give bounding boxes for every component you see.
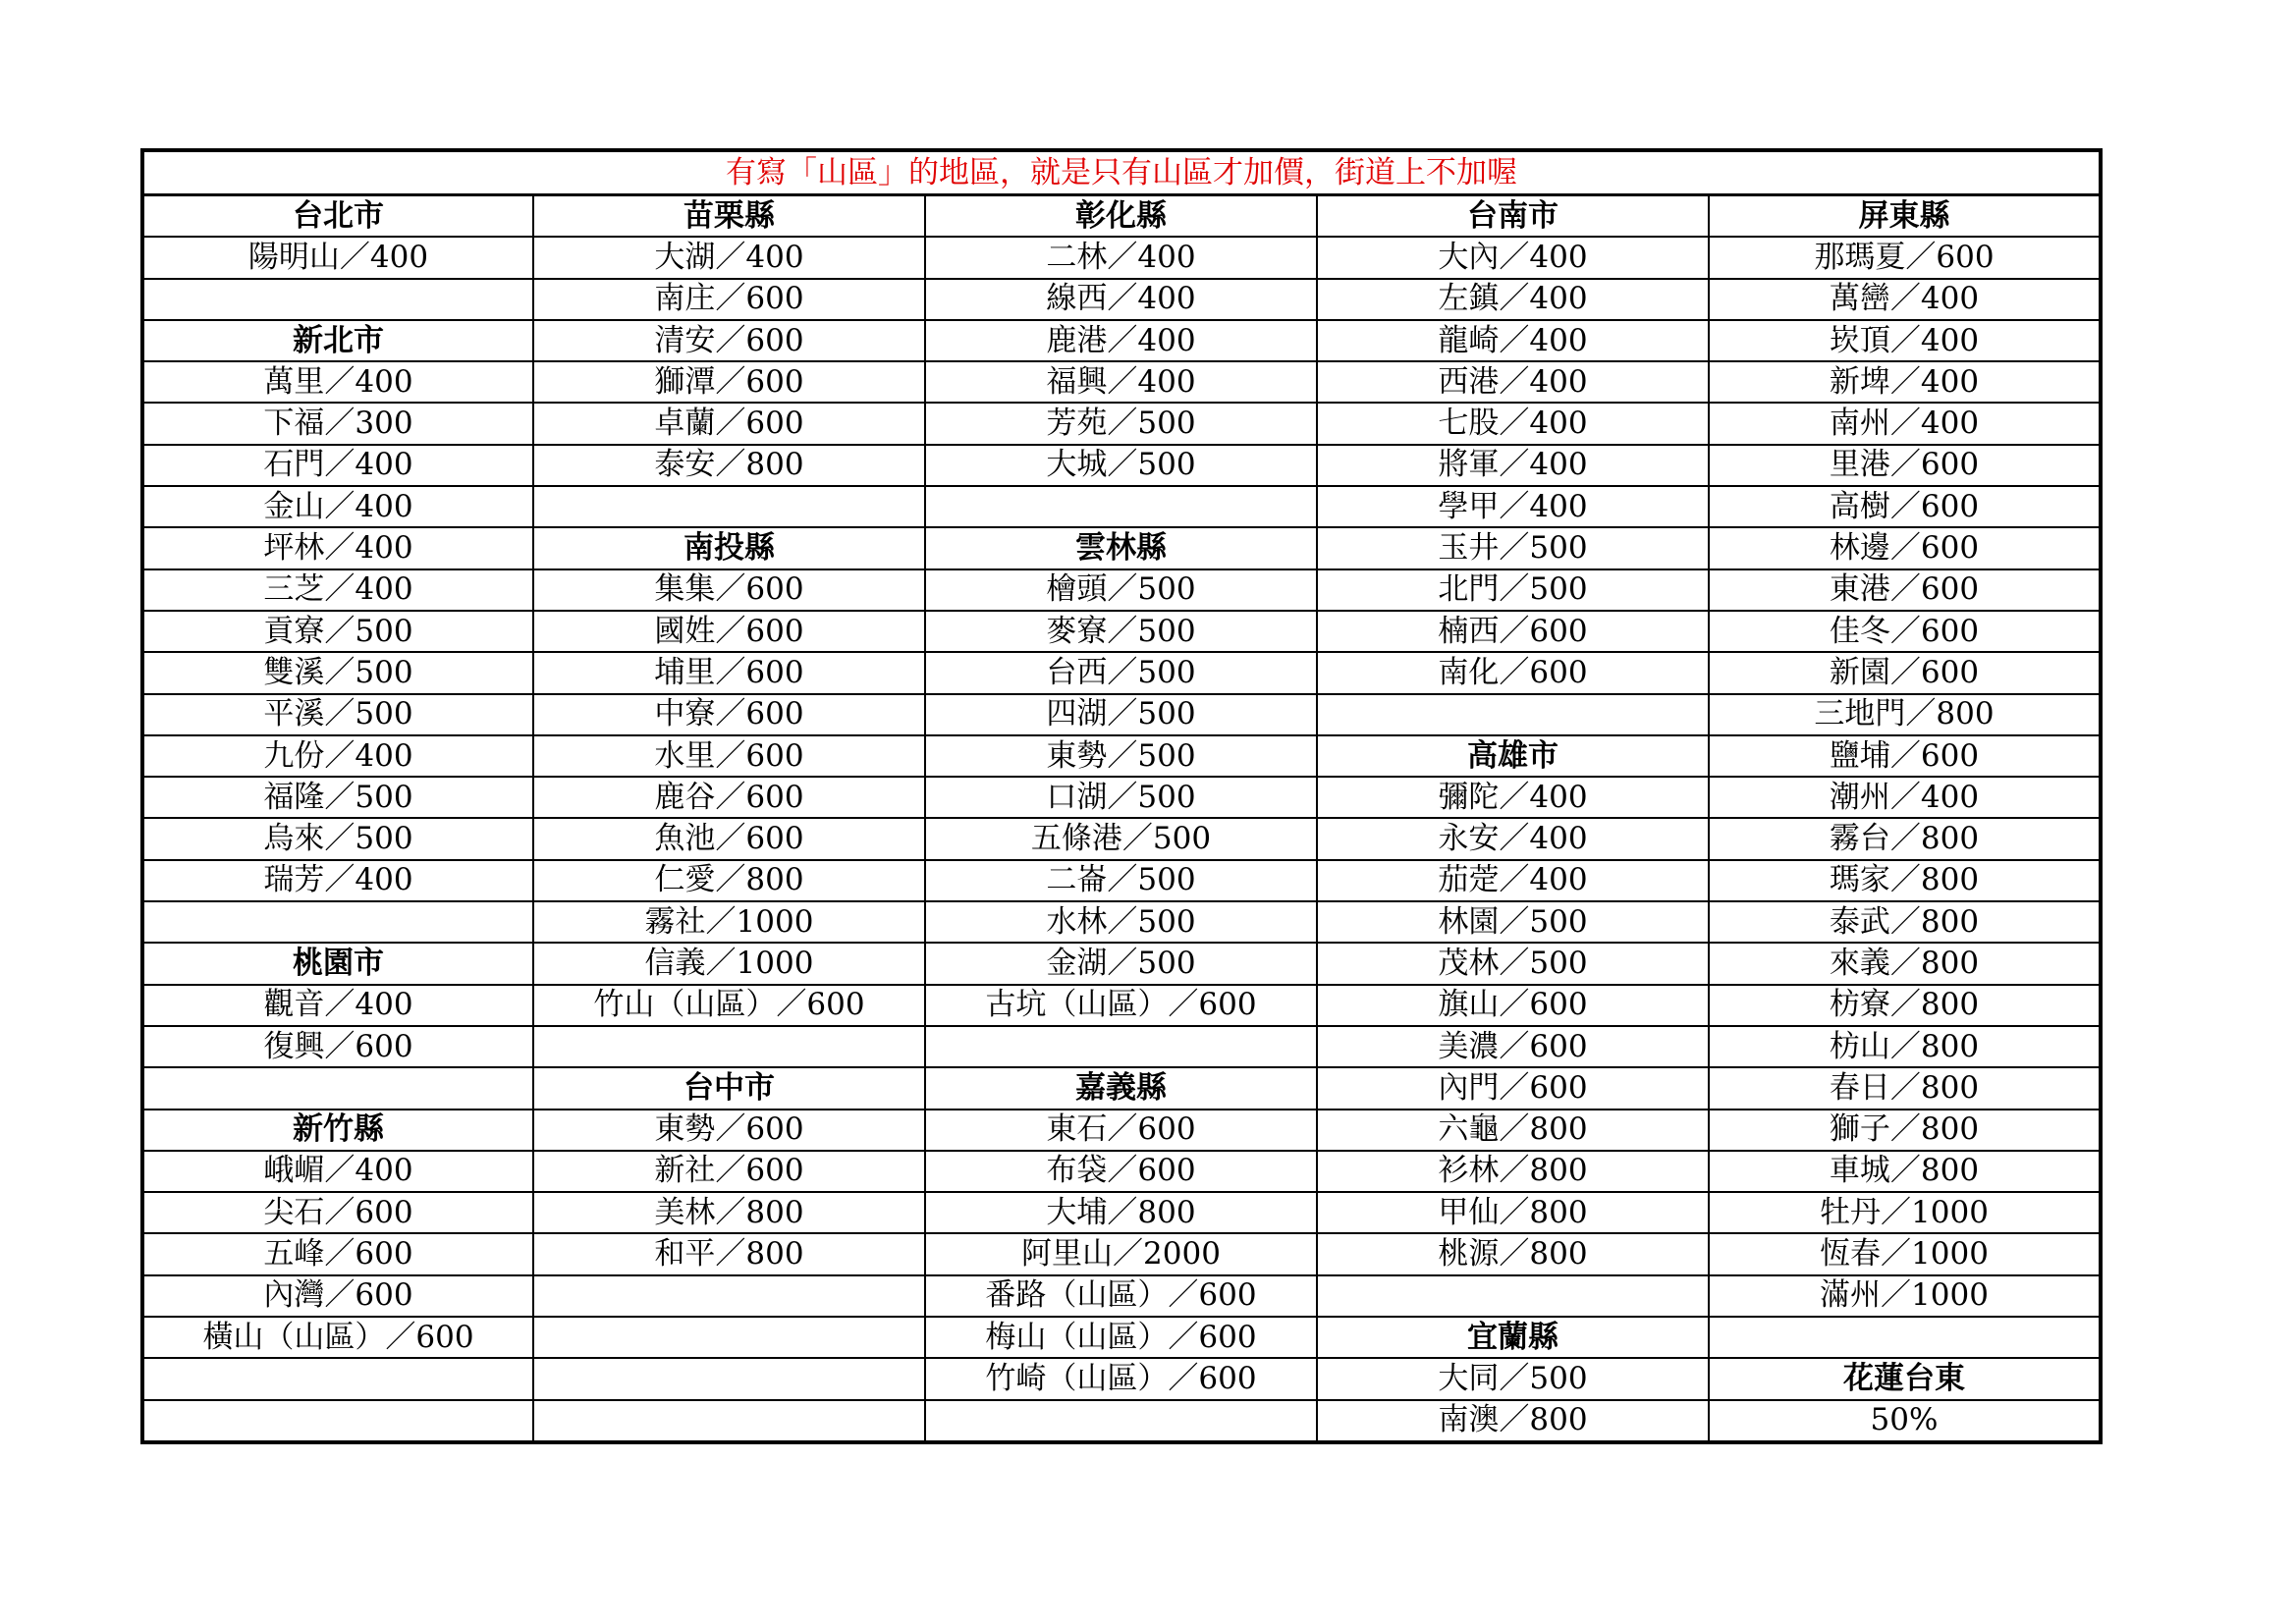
district-price-cell xyxy=(533,1275,925,1317)
district-price-cell xyxy=(925,1400,1317,1442)
district-price-cell: 鹿谷／600 xyxy=(533,777,925,818)
title-row xyxy=(142,150,2101,195)
district-price-cell xyxy=(925,486,1317,527)
table-row xyxy=(142,901,2101,943)
district-price-cell: 尖石／600 xyxy=(142,1192,533,1233)
table-row xyxy=(142,527,2101,568)
district-price-cell: 竹山（山區）／600 xyxy=(533,985,925,1026)
region-header: 雲林縣 xyxy=(925,527,1317,568)
district-price-cell: 大埔／800 xyxy=(925,1192,1317,1233)
district-price-cell: 古坑（山區）／600 xyxy=(925,985,1317,1026)
district-price-cell: 彌陀／400 xyxy=(1317,777,1709,818)
district-price-cell: 鹽埔／600 xyxy=(1709,735,2101,777)
district-price-cell: 檜頭／500 xyxy=(925,569,1317,611)
district-price-cell: 恆春／1000 xyxy=(1709,1233,2101,1274)
district-price-cell: 50% xyxy=(1709,1400,2101,1442)
district-price-cell xyxy=(533,1317,925,1358)
table-row xyxy=(142,1400,2101,1442)
district-price-cell: 內門／600 xyxy=(1317,1067,1709,1109)
region-header: 台中市 xyxy=(533,1067,925,1109)
district-price-cell xyxy=(533,1358,925,1399)
district-price-cell xyxy=(142,1358,533,1399)
district-price-cell: 三芝／400 xyxy=(142,569,533,611)
district-price-cell: 滿州／1000 xyxy=(1709,1275,2101,1317)
district-price-cell: 大城／500 xyxy=(925,445,1317,486)
district-price-cell xyxy=(925,1026,1317,1067)
district-price-cell: 線西／400 xyxy=(925,279,1317,320)
district-price-cell: 五峰／600 xyxy=(142,1233,533,1274)
district-price-cell: 福興／400 xyxy=(925,361,1317,403)
district-price-cell: 布袋／600 xyxy=(925,1151,1317,1192)
table-row xyxy=(142,777,2101,818)
table-row xyxy=(142,860,2101,901)
district-price-cell: 下福／300 xyxy=(142,403,533,444)
table-row xyxy=(142,1026,2101,1067)
district-price-cell: 萬里／400 xyxy=(142,361,533,403)
district-price-cell: 復興／600 xyxy=(142,1026,533,1067)
district-price-cell: 國姓／600 xyxy=(533,611,925,652)
table-row xyxy=(142,569,2101,611)
district-price-cell: 永安／400 xyxy=(1317,818,1709,859)
district-price-cell: 泰武／800 xyxy=(1709,901,2101,943)
district-price-cell: 仁愛／800 xyxy=(533,860,925,901)
district-price-cell: 雙溪／500 xyxy=(142,652,533,693)
table-row xyxy=(142,1233,2101,1274)
district-price-cell: 林園／500 xyxy=(1317,901,1709,943)
district-price-cell: 左鎮／400 xyxy=(1317,279,1709,320)
district-price-cell: 魚池／600 xyxy=(533,818,925,859)
region-header: 南投縣 xyxy=(533,527,925,568)
district-price-cell xyxy=(142,901,533,943)
district-price-cell: 阿里山／2000 xyxy=(925,1233,1317,1274)
district-price-cell: 新埤／400 xyxy=(1709,361,2101,403)
district-price-cell: 二崙／500 xyxy=(925,860,1317,901)
district-price-cell: 芳苑／500 xyxy=(925,403,1317,444)
district-price-cell: 麥寮／500 xyxy=(925,611,1317,652)
district-price-cell: 茄萣／400 xyxy=(1317,860,1709,901)
district-price-cell: 南化／600 xyxy=(1317,652,1709,693)
district-price-cell: 北門／500 xyxy=(1317,569,1709,611)
table-body xyxy=(142,150,2101,1442)
district-price-cell xyxy=(142,1400,533,1442)
district-price-cell xyxy=(533,1400,925,1442)
table-row xyxy=(142,445,2101,486)
district-price-cell: 潮州／400 xyxy=(1709,777,2101,818)
region-header: 桃園市 xyxy=(142,943,533,984)
district-price-cell: 四湖／500 xyxy=(925,694,1317,735)
district-price-cell: 學甲／400 xyxy=(1317,486,1709,527)
district-price-cell: 貢寮／500 xyxy=(142,611,533,652)
district-price-cell: 和平／800 xyxy=(533,1233,925,1274)
district-price-cell: 東港／600 xyxy=(1709,569,2101,611)
district-price-cell: 那瑪夏／600 xyxy=(1709,237,2101,278)
district-price-cell: 六龜／800 xyxy=(1317,1110,1709,1151)
district-price-cell xyxy=(533,1026,925,1067)
district-price-cell: 瑪家／800 xyxy=(1709,860,2101,901)
notice-text: 有寫「山區」的地區，就是只有山區才加價，街道上不加喔 xyxy=(142,150,2101,195)
table-row xyxy=(142,1151,2101,1192)
table-row xyxy=(142,985,2101,1026)
district-price-cell: 石門／400 xyxy=(142,445,533,486)
district-price-cell xyxy=(1317,1275,1709,1317)
region-header: 台北市 xyxy=(142,195,533,238)
table-row xyxy=(142,1192,2101,1233)
district-price-cell: 衫林／800 xyxy=(1317,1151,1709,1192)
district-price-cell: 番路（山區）／600 xyxy=(925,1275,1317,1317)
district-price-cell: 新園／600 xyxy=(1709,652,2101,693)
table-row xyxy=(142,237,2101,278)
table-row xyxy=(142,486,2101,527)
district-price-cell: 枋寮／800 xyxy=(1709,985,2101,1026)
district-price-cell: 牡丹／1000 xyxy=(1709,1192,2101,1233)
region-header: 新竹縣 xyxy=(142,1110,533,1151)
district-price-cell: 南庄／600 xyxy=(533,279,925,320)
district-price-cell: 美林／800 xyxy=(533,1192,925,1233)
region-header: 新北市 xyxy=(142,320,533,361)
region-header: 宜蘭縣 xyxy=(1317,1317,1709,1358)
district-price-cell: 福隆／500 xyxy=(142,777,533,818)
district-price-cell: 烏來／500 xyxy=(142,818,533,859)
district-price-cell: 水林／500 xyxy=(925,901,1317,943)
table-row xyxy=(142,1067,2101,1109)
district-price-cell: 西港／400 xyxy=(1317,361,1709,403)
district-price-cell: 林邊／600 xyxy=(1709,527,2101,568)
district-price-cell xyxy=(1317,694,1709,735)
table-row xyxy=(142,611,2101,652)
table-row xyxy=(142,694,2101,735)
district-price-cell: 竹崎（山區）／600 xyxy=(925,1358,1317,1399)
district-price-cell: 大內／400 xyxy=(1317,237,1709,278)
table-row xyxy=(142,403,2101,444)
table-row xyxy=(142,195,2101,238)
district-price-cell: 枋山／800 xyxy=(1709,1026,2101,1067)
district-price-cell: 東勢／500 xyxy=(925,735,1317,777)
district-price-cell: 坪林／400 xyxy=(142,527,533,568)
price-sheet xyxy=(140,148,2099,1444)
district-price-cell: 崁頂／400 xyxy=(1709,320,2101,361)
region-header: 屏東縣 xyxy=(1709,195,2101,238)
district-price-cell: 峨嵋／400 xyxy=(142,1151,533,1192)
table-row xyxy=(142,652,2101,693)
district-price-cell: 三地門／800 xyxy=(1709,694,2101,735)
district-price-cell: 甲仙／800 xyxy=(1317,1192,1709,1233)
district-price-cell: 金山／400 xyxy=(142,486,533,527)
region-header: 花蓮台東 xyxy=(1709,1358,2101,1399)
district-price-cell: 將軍／400 xyxy=(1317,445,1709,486)
district-price-cell: 佳冬／600 xyxy=(1709,611,2101,652)
table-row xyxy=(142,1317,2101,1358)
district-price-cell: 霧社／1000 xyxy=(533,901,925,943)
table-row xyxy=(142,1110,2101,1151)
surcharge-table xyxy=(140,148,2103,1444)
district-price-cell xyxy=(142,1067,533,1109)
district-price-cell: 旗山／600 xyxy=(1317,985,1709,1026)
district-price-cell: 橫山（山區）／600 xyxy=(142,1317,533,1358)
table-row xyxy=(142,320,2101,361)
district-price-cell xyxy=(1709,1317,2101,1358)
district-price-cell: 高樹／600 xyxy=(1709,486,2101,527)
district-price-cell: 南州／400 xyxy=(1709,403,2101,444)
district-price-cell: 九份／400 xyxy=(142,735,533,777)
district-price-cell: 大同／500 xyxy=(1317,1358,1709,1399)
district-price-cell: 霧台／800 xyxy=(1709,818,2101,859)
district-price-cell: 平溪／500 xyxy=(142,694,533,735)
district-price-cell: 五條港／500 xyxy=(925,818,1317,859)
district-price-cell: 里港／600 xyxy=(1709,445,2101,486)
table-row xyxy=(142,943,2101,984)
district-price-cell: 梅山（山區）／600 xyxy=(925,1317,1317,1358)
district-price-cell: 口湖／500 xyxy=(925,777,1317,818)
district-price-cell: 萬巒／400 xyxy=(1709,279,2101,320)
district-price-cell: 清安／600 xyxy=(533,320,925,361)
region-header: 高雄市 xyxy=(1317,735,1709,777)
district-price-cell xyxy=(533,486,925,527)
district-price-cell: 獅潭／600 xyxy=(533,361,925,403)
district-price-cell: 泰安／800 xyxy=(533,445,925,486)
district-price-cell: 桃源／800 xyxy=(1317,1233,1709,1274)
table-row xyxy=(142,818,2101,859)
region-header: 彰化縣 xyxy=(925,195,1317,238)
district-price-cell: 集集／600 xyxy=(533,569,925,611)
district-price-cell: 卓蘭／600 xyxy=(533,403,925,444)
district-price-cell: 春日／800 xyxy=(1709,1067,2101,1109)
district-price-cell: 二林／400 xyxy=(925,237,1317,278)
district-price-cell: 東勢／600 xyxy=(533,1110,925,1151)
table-row xyxy=(142,361,2101,403)
district-price-cell: 陽明山／400 xyxy=(142,237,533,278)
district-price-cell: 楠西／600 xyxy=(1317,611,1709,652)
district-price-cell: 內灣／600 xyxy=(142,1275,533,1317)
district-price-cell: 車城／800 xyxy=(1709,1151,2101,1192)
district-price-cell: 龍崎／400 xyxy=(1317,320,1709,361)
district-price-cell: 金湖／500 xyxy=(925,943,1317,984)
district-price-cell: 信義／1000 xyxy=(533,943,925,984)
district-price-cell: 瑞芳／400 xyxy=(142,860,533,901)
district-price-cell: 大湖／400 xyxy=(533,237,925,278)
district-price-cell: 東石／600 xyxy=(925,1110,1317,1151)
table-row xyxy=(142,279,2101,320)
district-price-cell: 南澳／800 xyxy=(1317,1400,1709,1442)
district-price-cell xyxy=(142,279,533,320)
region-header: 嘉義縣 xyxy=(925,1067,1317,1109)
table-row xyxy=(142,1275,2101,1317)
district-price-cell: 水里／600 xyxy=(533,735,925,777)
district-price-cell: 新社／600 xyxy=(533,1151,925,1192)
region-header: 苗栗縣 xyxy=(533,195,925,238)
district-price-cell: 七股／400 xyxy=(1317,403,1709,444)
district-price-cell: 觀音／400 xyxy=(142,985,533,1026)
district-price-cell: 美濃／600 xyxy=(1317,1026,1709,1067)
table-row xyxy=(142,735,2101,777)
district-price-cell: 來義／800 xyxy=(1709,943,2101,984)
district-price-cell: 獅子／800 xyxy=(1709,1110,2101,1151)
table-row xyxy=(142,1358,2101,1399)
district-price-cell: 台西／500 xyxy=(925,652,1317,693)
district-price-cell: 鹿港／400 xyxy=(925,320,1317,361)
district-price-cell: 中寮／600 xyxy=(533,694,925,735)
district-price-cell: 埔里／600 xyxy=(533,652,925,693)
district-price-cell: 玉井／500 xyxy=(1317,527,1709,568)
region-header: 台南市 xyxy=(1317,195,1709,238)
district-price-cell: 茂林／500 xyxy=(1317,943,1709,984)
